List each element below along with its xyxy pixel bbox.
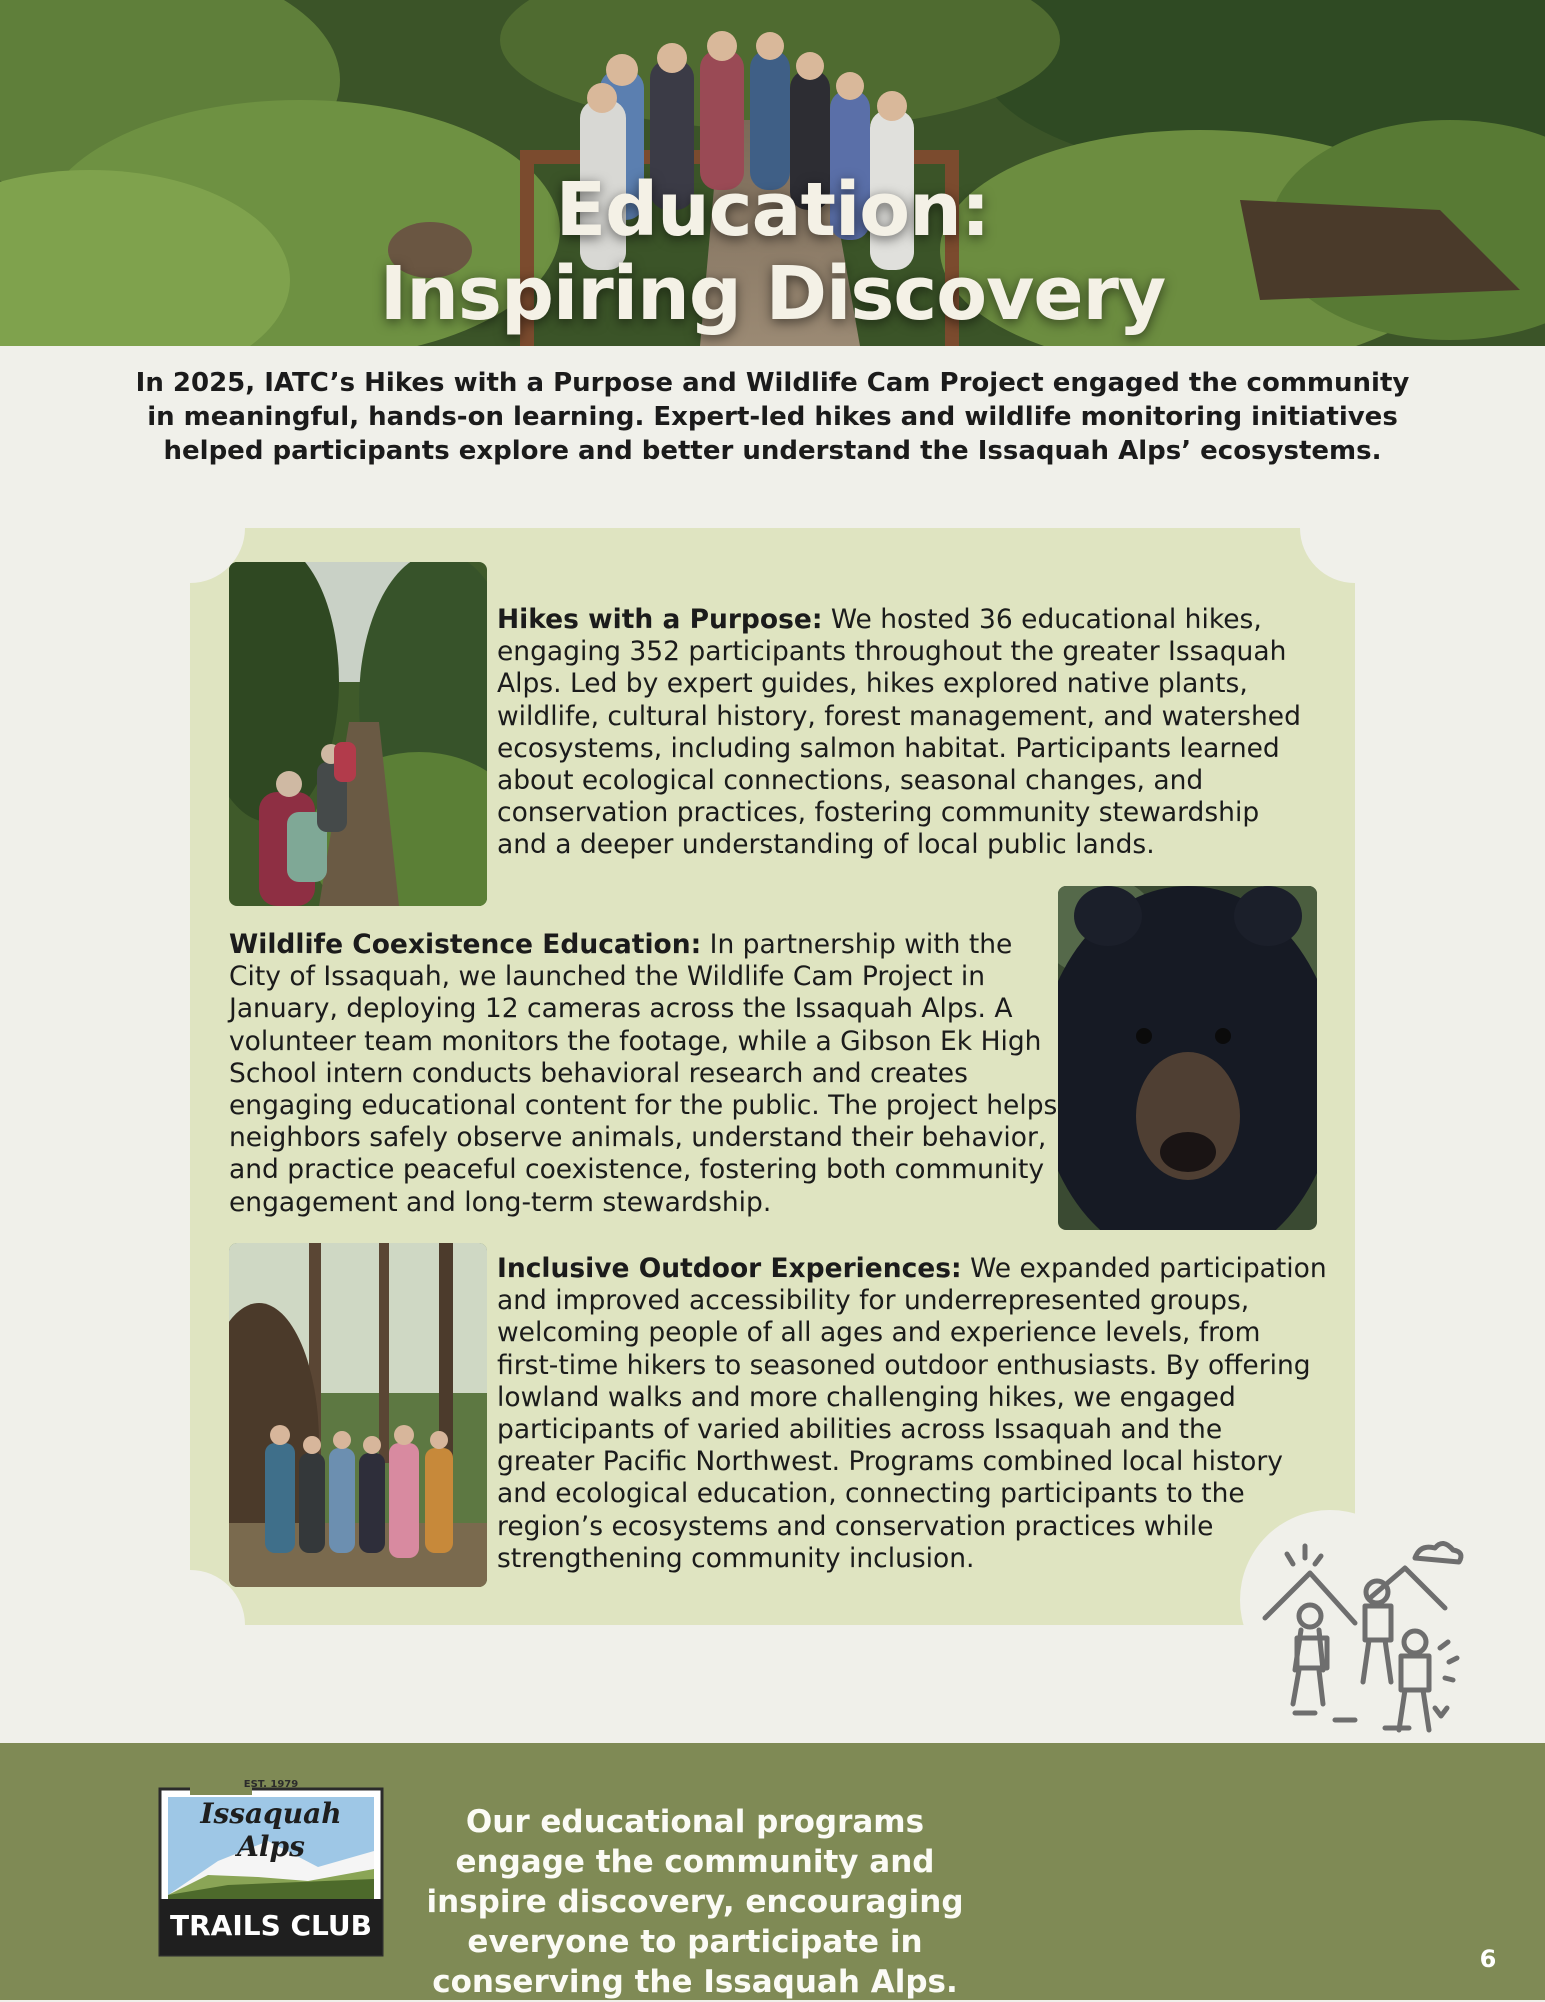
page-number: 6	[1479, 1945, 1497, 1973]
black-bear-photo	[1058, 886, 1317, 1230]
group-hike-photo	[229, 1243, 487, 1587]
title-line-2: Inspiring Discovery	[379, 251, 1166, 337]
wildlife-coexistence-heading: Wildlife Coexistence Education:	[229, 929, 702, 960]
hikers-trail-photo	[229, 562, 487, 906]
panel-corner-notch	[135, 1570, 245, 1680]
hero-banner	[0, 0, 1545, 346]
logo-script-name: Issaquah Alps	[200, 1797, 342, 1863]
hikes-purpose-heading: Hikes with a Purpose:	[497, 604, 823, 635]
logo-est-text: EST. 1979	[243, 1779, 299, 1790]
wildlife-coexistence-body: In partnership with the City of Issaquah, we launched the Wildlife Cam Project in January, deploying 12 cameras across the Issaquah Alps. A volunteer team monitors the footage, while a Gibson Ek High School intern conducts behavioral research and creates engaging educational content for the public. The project helps neighbors safely observe animals, understand their behavior, and practice peaceful coexistence, fostering both community engagement and long-term stewardship.	[229, 929, 1058, 1218]
inclusive-outdoor-heading: Inclusive Outdoor Experiences:	[497, 1253, 962, 1284]
footer-message: Our educational programs engage the community and inspire discovery, encouraging everyone to participate in conserving the Issaquah Alps.	[426, 1804, 964, 2000]
hikers-doodle-icon	[1235, 1538, 1485, 1738]
hikes-purpose-text	[497, 604, 1317, 862]
issaquah-alps-trails-club-logo	[158, 1781, 384, 1957]
logo-club-text: TRAILS CLUB	[170, 1909, 372, 1942]
inclusive-outdoor-text	[497, 1253, 1327, 1575]
page-title	[0, 168, 1545, 336]
intro-paragraph: In 2025, IATC’s Hikes with a Purpose and Wildlife Cam Project engaged the community in meaningful, hands-on learning. Expert-led hikes and wildlife monitoring initiatives helped participants explore and better understand the Issaquah Alps’ ecosystems.	[135, 368, 1410, 466]
wildlife-coexistence-text	[229, 929, 1059, 1219]
inclusive-outdoor-body: We expanded participation and improved accessibility for underrepresented groups, welcoming people of all ages and experience levels, from first-time hikers to seasoned outdoor enthusiasts. By offering lowland walks and more challenging hikes, we engaged participants of varied abilities across Issaquah and the greater Pacific Northwest. Programs combined local history and ecological education, connecting participants to the region’s ecosystems and conservation practices while strengthening community inclusion.	[497, 1253, 1327, 1574]
panel-corner-notch	[1300, 473, 1410, 583]
title-line-1: Education:	[555, 167, 990, 253]
hikes-purpose-body: We hosted 36 educational hikes, engaging 352 participants throughout the greater Issaquah Alps. Led by expert guides, hikes explored native plants, wildlife, cultural history, forest management, and watershed ecosystems, including salmon habitat. Participants learned about ecological connections, seasonal changes, and conservation practices, fostering community stewardship and a deeper understanding of local public lands.	[497, 604, 1301, 861]
